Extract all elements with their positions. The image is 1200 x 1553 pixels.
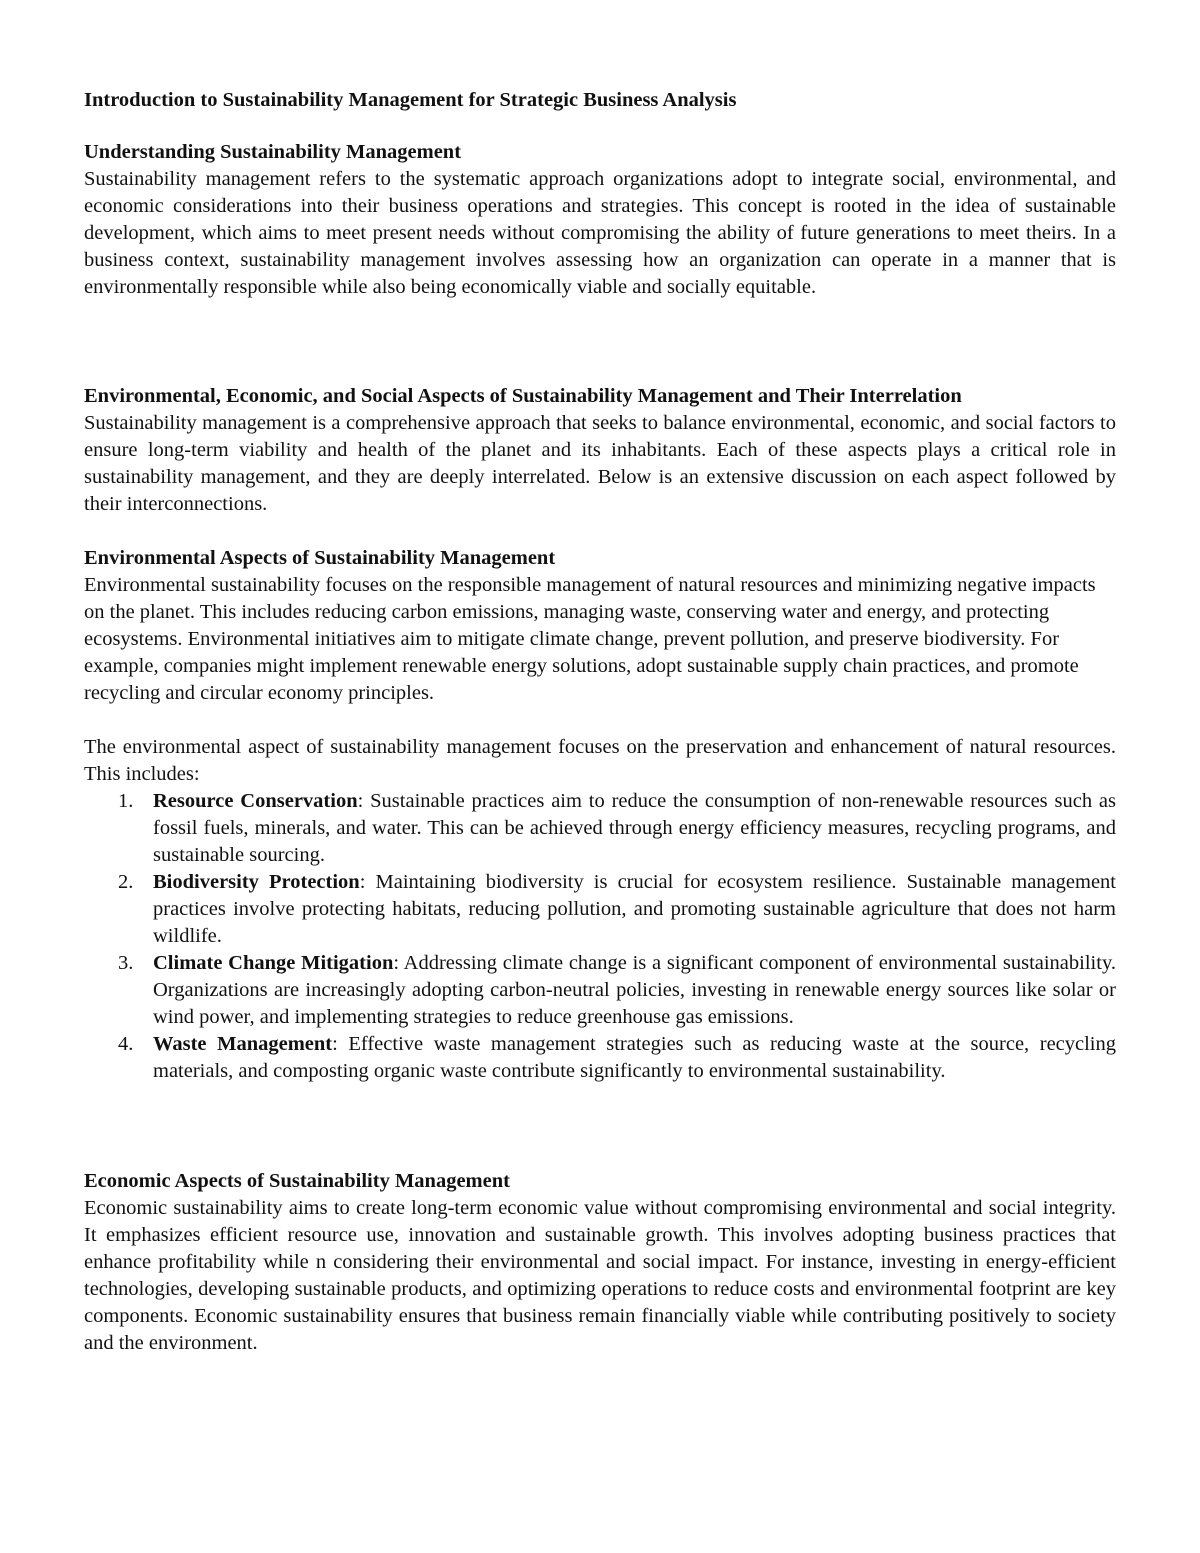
section-environmental xyxy=(84,545,1116,1085)
environmental-list xyxy=(84,788,1116,1085)
section-paragraph: Sustainability management refers to the systematic approach organizations adopt to integrate social, environmental, and economic considerations into their business operations and strategies. This concept is rooted in the idea of sustainable development, which aims to meet present needs without compromising the ability of future generations to meet theirs. In a business context, sustainability management involves assessing how an organization can operate in a manner that is environmentally responsible while also being economically viable and socially equitable. xyxy=(84,168,1116,298)
document-title: Introduction to Sustainability Management for Strategic Business Analysis xyxy=(84,89,737,111)
section-heading: Understanding Sustainability Management xyxy=(84,141,462,163)
list-item xyxy=(84,950,1116,1031)
list-number: 1. xyxy=(118,790,134,812)
list-item xyxy=(84,1031,1116,1085)
list-text: : Maintaining biodiversity is crucial for ecosystem resilience. Sustainable management practices involve protecting habitats, reducing pollution, and promoting sustainable agriculture that does not harm wildlife. xyxy=(153,871,1116,947)
section-heading: Environmental, Economic, and Social Aspects of Sustainability Management and Their Interrelation xyxy=(84,385,962,407)
list-number: 3. xyxy=(118,952,134,974)
section-paragraph: Environmental sustainability focuses on the responsible management of natural resources and minimizing negative impacts on the planet. This includes reducing carbon emissions, managing waste, conserving water and energy, and protecting ecosystems. Environmental initiatives aim to mitigate climate change, prevent pollution, and preserve biodiversity. For example, companies might implement renewable energy solutions, adopt sustainable supply chain practices, and promote recycling and circular economy principles. xyxy=(84,574,1096,704)
list-term: Biodiversity Protection xyxy=(153,871,360,893)
list-item xyxy=(84,788,1116,869)
list-number: 2. xyxy=(118,871,134,893)
section-paragraph: Sustainability management is a comprehensive approach that seeks to balance environmental, economic, and social factors to ensure long-term viability and health of the planet and its inhabitants. Each of these aspects plays a critical role in sustainability management, and they are deeply interrelated. Below is an extensive discussion on each aspect followed by their interconnections. xyxy=(84,412,1116,515)
list-term: Resource Conservation xyxy=(153,790,358,812)
list-text: : Effective waste management strategies such as reducing waste at the source, recycling materials, and composting organic waste contribute significantly to environmental sustainability. xyxy=(153,1033,1117,1082)
section-paragraph: Economic sustainability aims to create long-term economic value without compromising environmental and social integrity. It emphasizes efficient resource use, innovation and sustainable growth. This involves adopting business practices that enhance profitability while n considering their environmental and social impact. For instance, investing in energy-efficient technologies, developing sustainable products, and optimizing operations to reduce costs and environmental footprint are key components. Economic sustainability ensures that business remain financially viable while contributing positively to society and the environment. xyxy=(84,1197,1116,1354)
section-understanding xyxy=(84,139,1116,301)
list-term: Climate Change Mitigation xyxy=(153,952,394,974)
section-heading: Economic Aspects of Sustainability Management xyxy=(84,1170,510,1192)
list-item xyxy=(84,869,1116,950)
list-text: : Sustainable practices aim to reduce the consumption of non-renewable resources such as fossil fuels, minerals, and water. This can be achieved through energy efficiency measures, recycling programs, and sustainable sourcing. xyxy=(153,790,1116,866)
list-term: Waste Management xyxy=(153,1033,333,1055)
section-heading: Environmental Aspects of Sustainability Management xyxy=(84,547,556,569)
section-paragraph: The environmental aspect of sustainability management focuses on the preservation and enhancement of natural resources. This includes: xyxy=(84,736,1116,785)
list-number: 4. xyxy=(118,1033,134,1055)
section-aspects-interrelation xyxy=(84,383,1116,518)
section-economic xyxy=(84,1168,1116,1357)
list-text: : Addressing climate change is a significant component of environmental sustainability. Organizations are increasingly adopting carbon-neutral policies, investing in renewable energy sources like solar or wind power, and implementing strategies to reduce greenhouse gas emissions. xyxy=(153,952,1116,1028)
